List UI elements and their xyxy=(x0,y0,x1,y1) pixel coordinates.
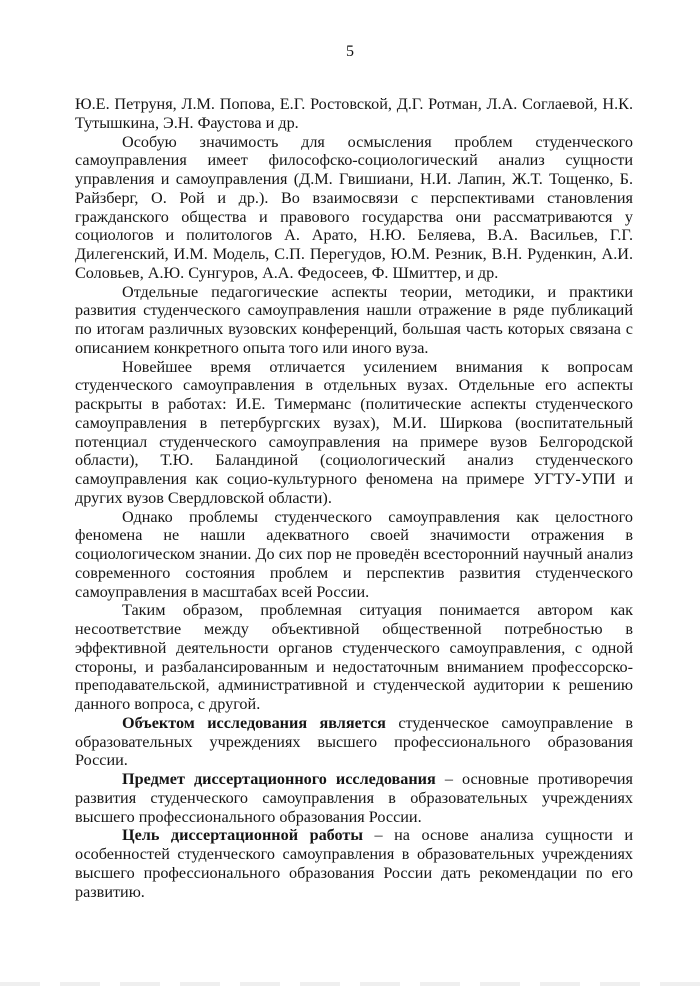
paragraph-recent-works xyxy=(75,358,633,508)
paragraph-text: Однако проблемы студенческого самоуправления как целостного феномена не нашли адекватного своей значимости отражения в социологическом знании. До сих пор не проведён всесторонний научный анализ современного состояния проблем и перспектив развития студенческого самоуправления в масштабах всей России. xyxy=(75,507,633,601)
paragraph-problem-situation xyxy=(75,601,633,714)
paragraph-lead: Цель диссертационной работы xyxy=(122,826,364,845)
paragraph-pedagogical-aspects xyxy=(75,283,633,358)
paragraph-lead: Объектом исследования является xyxy=(122,713,386,732)
paragraph-text: Ю.Е. Петруня, Л.М. Попова, Е.Г. Ростовской, Д.Г. Ротман, Л.А. Соглаевой, Н.К. Тутышкина, Э.Н. Фаустова и др. xyxy=(75,95,633,132)
paragraph-text: Таким образом, проблемная ситуация понимается автором как несоответствие между объективной общественной потребностью в эффективной деятельности органов студенческого самоуправления, с одной стороны, и разбалансированным и недостаточным вниманием профессорско-преподавательской, административной и студенческой аудитории к решению данного вопроса, с другой. xyxy=(75,601,633,713)
paragraph-text: студенческое самоуправление в образовательных учреждениях высшего профессионального образования России. xyxy=(75,713,634,770)
paragraph-text: – на основе анализа сущности и особенностей студенческого самоуправления в образовательных учреждениях высшего профессионального образования России дать рекомендации по его развитию. xyxy=(75,826,633,901)
page-number: 5 xyxy=(346,43,354,60)
scan-edge-artifact xyxy=(0,982,700,986)
paragraph-research-gap xyxy=(75,508,633,602)
paragraph-text: Новейшее время отличается усилением внимания к вопросам студенческого самоуправления в отдельных вузах. Отдельные его аспекты раскрыты в работах: И.Е. Тимерманс (политические аспекты студенческого самоуправления в петербургских вузах), М.И. Ширкова (воспитательный потенциал студенческого самоуправления на примере вузов Белгородской области), Т.Ю. Баландиной (социологический анализ студенческого самоуправления как социо-культурного феномена на примере УГТУ-УПИ и других вузов Свердловской области). xyxy=(75,357,633,507)
paragraph-text: Отдельные педагогические аспекты теории, методики, и практики развития студенческого самоуправления нашли отражение в ряде публикаций по итогам различных вузовских конференций, большая часть которых связана с описанием конкретного опыта того или иного вуза. xyxy=(75,282,633,357)
paragraph-research-object xyxy=(75,714,633,770)
paragraph-research-subject xyxy=(75,770,633,826)
paragraph-research-goal xyxy=(75,826,633,901)
paragraph-lead: Предмет диссертационного исследования xyxy=(122,770,436,788)
paragraph-philosophical-analysis xyxy=(75,133,633,283)
paragraph-text: Особую значимость для осмысления проблем студенческого самоуправления имеет философско-социологический анализ сущности управления и самоуправления (Д.М. Гвишиани, Н.И. Лапин, Ж.Т. Тощенко, Б. Райзберг, О. Рой и др.). Во взаимосвязи с перспективами становления гражданского общества и правового государства они рассматриваются у социологов и политологов А. Арато, Н.Ю. Беляева, В.А. Васильев, Г.Г. Дилегенский, И.М. Модель, С.П. Перегудов, Ю.М. Резник, В.Н. Руденкин, А.И. Соловьев, А.Ю. Сунгуров, А.А. Федосеев, Ф. Шмиттер, и др. xyxy=(75,132,633,282)
paragraph-authors-continued xyxy=(75,95,633,133)
paragraph-text: – основные противоречия развития студенческого самоуправления в образовательных учреждениях высшего профессионального образования России. xyxy=(75,770,633,826)
document-body xyxy=(75,95,633,901)
